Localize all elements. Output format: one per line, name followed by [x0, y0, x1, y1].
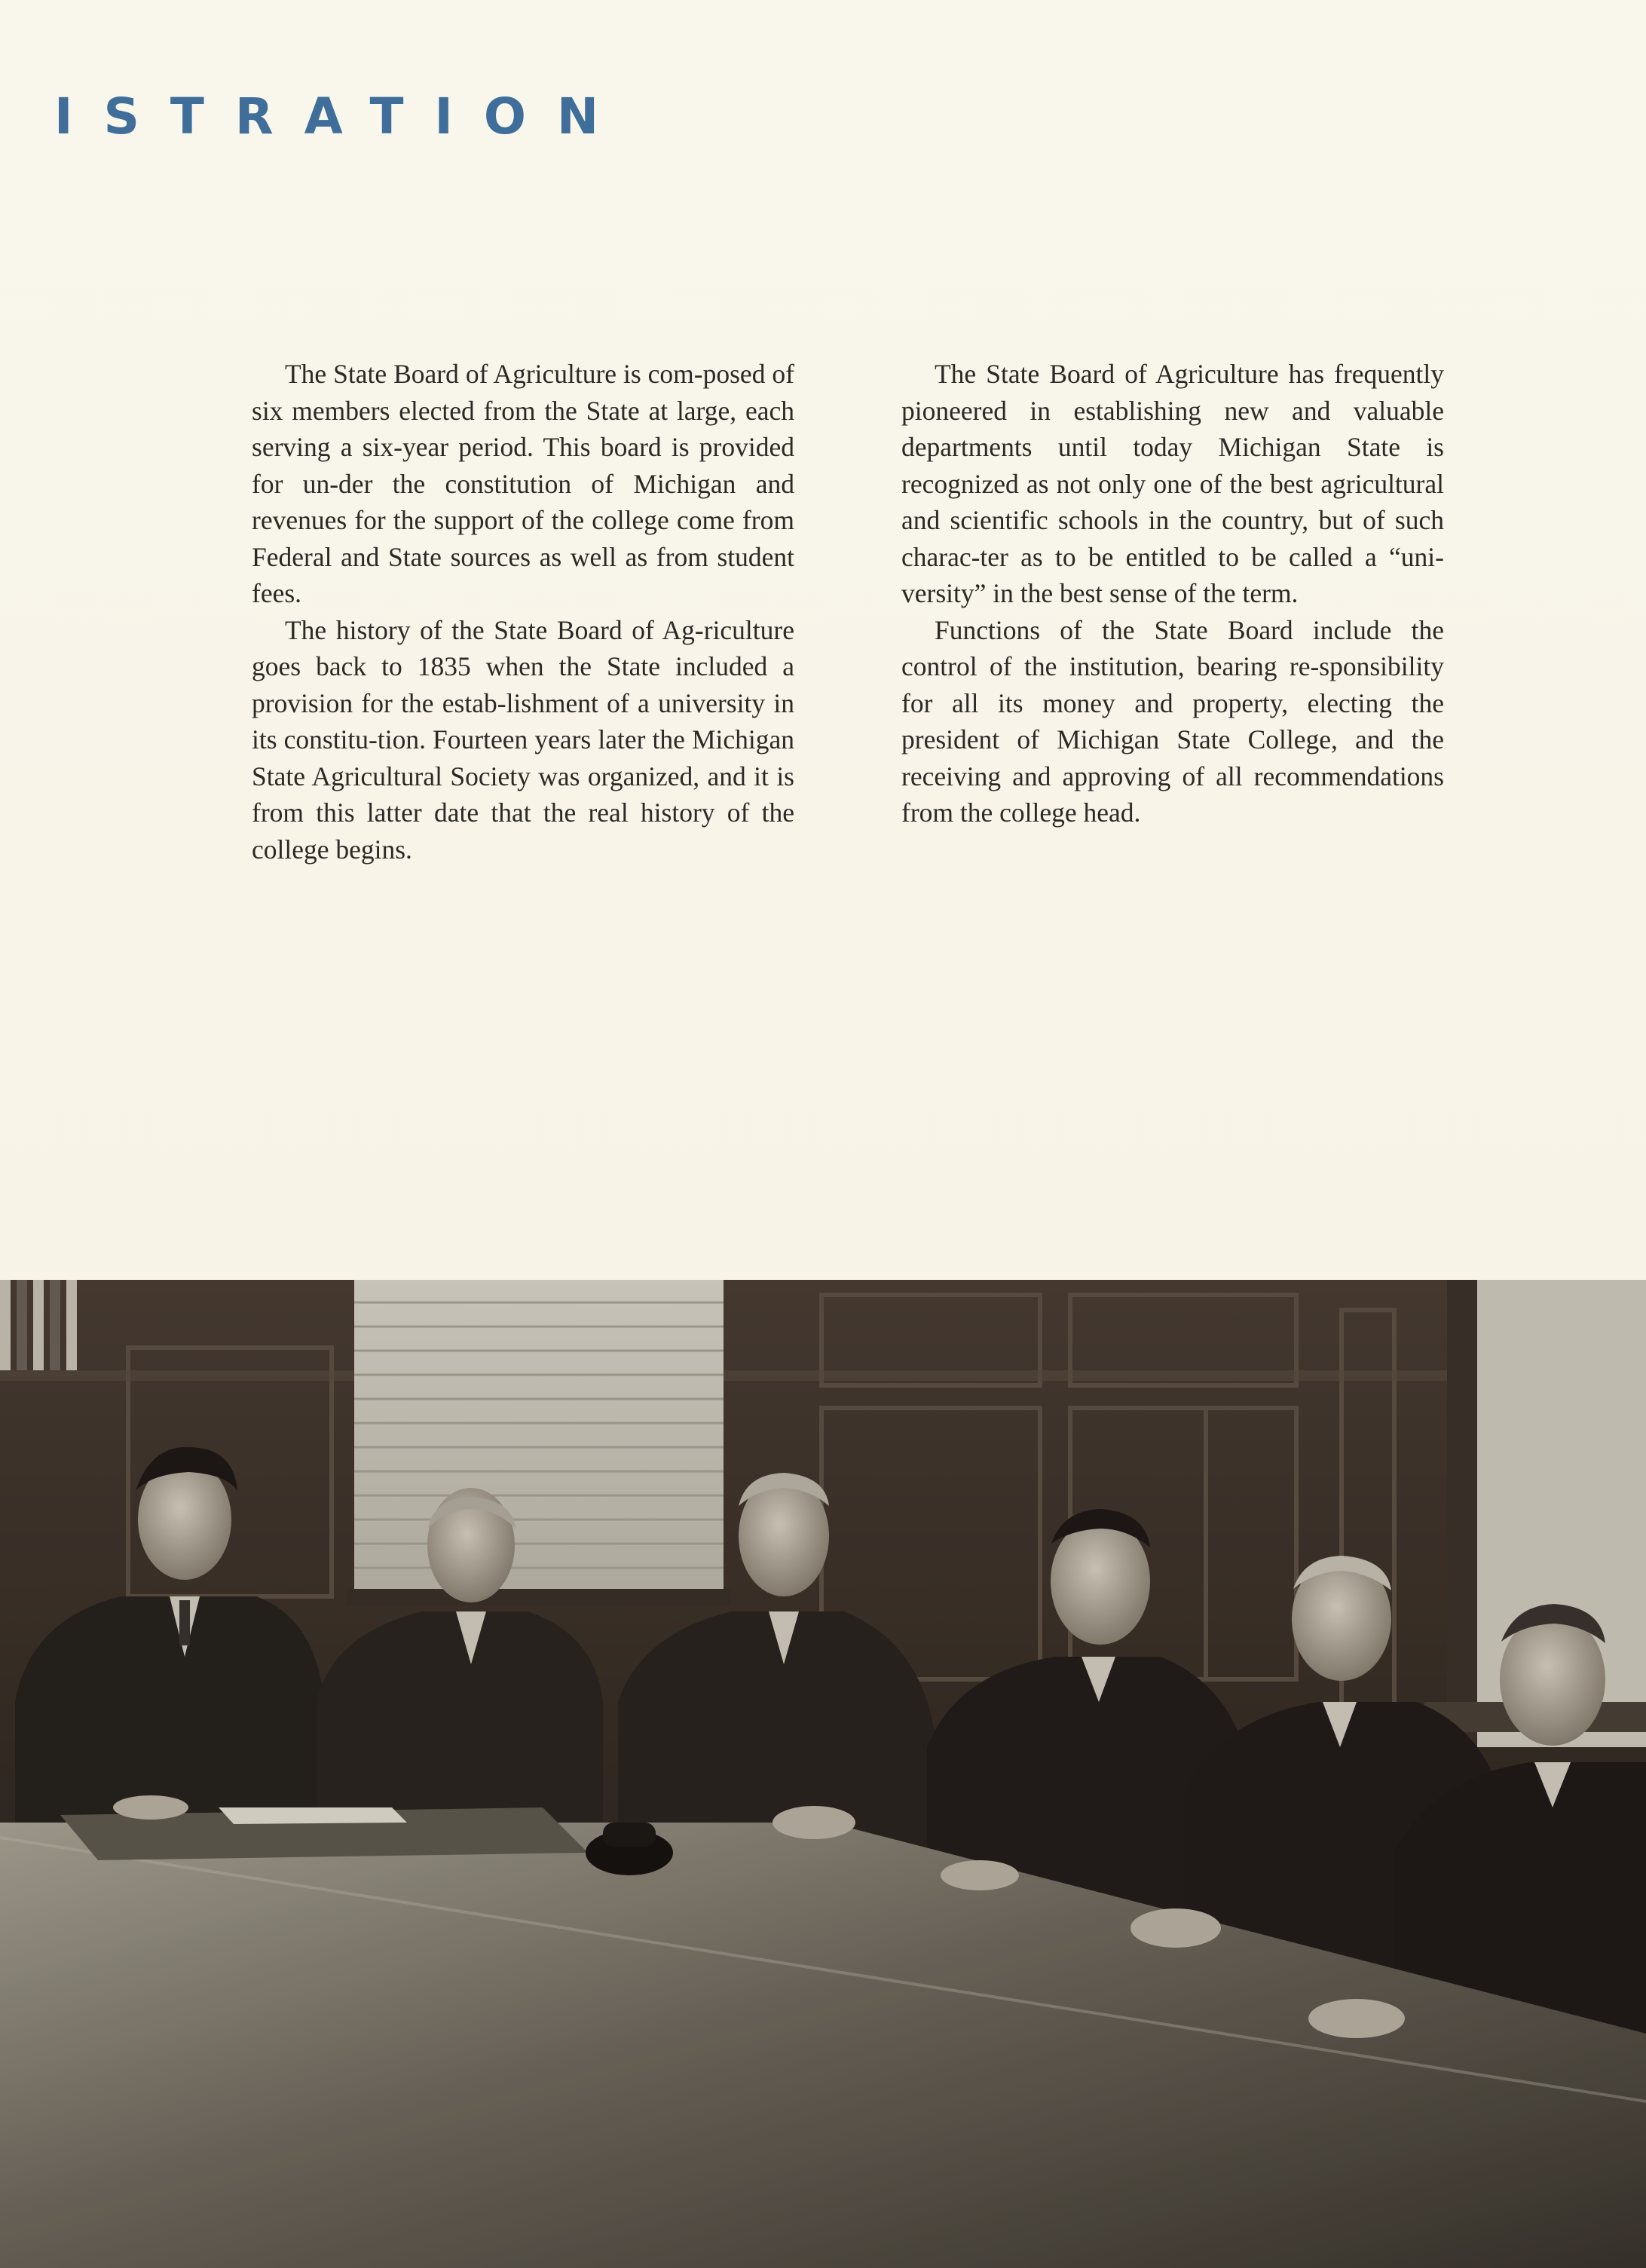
board-meeting-illustration [0, 1280, 1646, 2268]
left-text-column [252, 356, 794, 868]
left-paragraph-1: The State Board of Agriculture is com-posed of six members elected from the State at large, each serving a six-year period. This board is provided for un-der the constitution of Michigan and revenues for the support of the college come from Federal and State sources as well as from student fees. [252, 359, 794, 608]
right-text-column [901, 356, 1444, 831]
section-heading: ISTRATION [54, 87, 630, 145]
left-paragraph-2: The history of the State Board of Ag-riculture goes back to 1835 when the State included a provision for the estab-lishment of a university in its constitu-tion. Fourteen years later the Michigan State Agricultural Society was organized, and it is from this latter date that the real history of the college begins. [252, 614, 794, 865]
right-paragraph-1: The State Board of Agriculture has frequently pioneered in establishing new and valuable departments until today Michigan State is recognized as not only one of the best agricultural and scientific schools in the country, but of such charac-ter as to be entitled to be called a “uni-versity” in the best sense of the term. [901, 359, 1444, 608]
board-meeting-photo [0, 1280, 1646, 2268]
right-paragraph-2: Functions of the State Board include the control of the institution, bearing re-sponsibility for all its money and property, electing the president of Michigan State College, and the receiving and approving of all recommendations from the college head. [901, 614, 1444, 828]
